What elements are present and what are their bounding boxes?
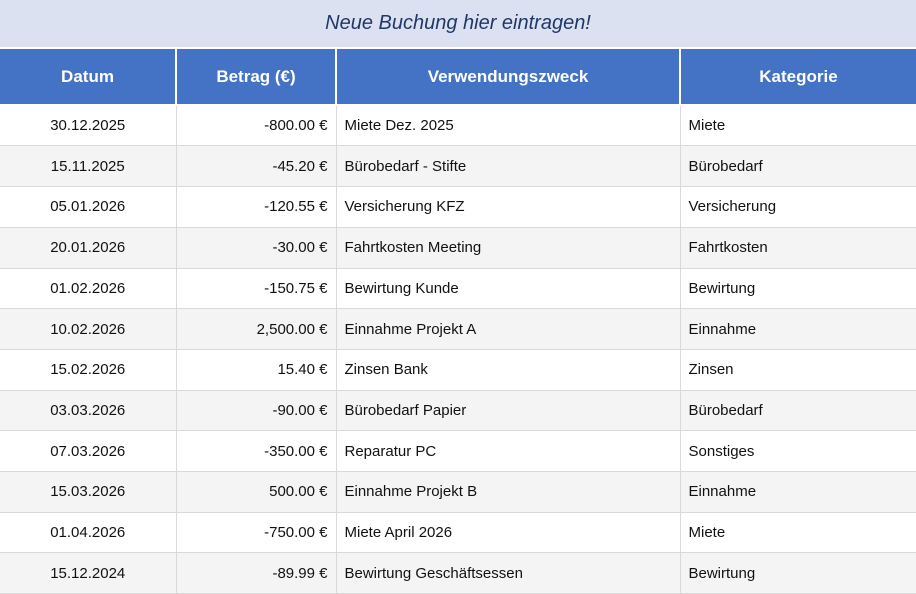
banner-label: Neue Buchung hier eintragen!	[325, 12, 591, 35]
new-entry-banner[interactable]	[0, 0, 916, 49]
cell-datum[interactable]: 07.03.2026	[0, 431, 176, 472]
cell-betrag[interactable]: -30.00 €	[176, 227, 336, 268]
cell-verwendungszweck[interactable]: Miete Dez. 2025	[336, 105, 680, 146]
table-row[interactable]	[0, 512, 916, 553]
cell-datum[interactable]: 15.03.2026	[0, 471, 176, 512]
cell-verwendungszweck[interactable]: Einnahme Projekt B	[336, 471, 680, 512]
cell-betrag[interactable]: -120.55 €	[176, 187, 336, 228]
table-row[interactable]	[0, 390, 916, 431]
table-row[interactable]	[0, 146, 916, 187]
cell-verwendungszweck[interactable]: Bewirtung Geschäftsessen	[336, 553, 680, 594]
cell-betrag[interactable]: 2,500.00 €	[176, 309, 336, 350]
cell-verwendungszweck[interactable]: Fahrtkosten Meeting	[336, 227, 680, 268]
cell-betrag[interactable]: -750.00 €	[176, 512, 336, 553]
header-row	[0, 49, 916, 105]
cell-kategorie[interactable]: Einnahme	[680, 309, 916, 350]
table-row[interactable]	[0, 105, 916, 146]
cell-betrag[interactable]: -350.00 €	[176, 431, 336, 472]
table-row[interactable]	[0, 309, 916, 350]
column-header-kategorie[interactable]: Kategorie	[680, 49, 916, 105]
cell-kategorie[interactable]: Zinsen	[680, 349, 916, 390]
cell-verwendungszweck[interactable]: Bewirtung Kunde	[336, 268, 680, 309]
bookings-table	[0, 49, 916, 594]
table-body	[0, 105, 916, 593]
table-row[interactable]	[0, 471, 916, 512]
cell-verwendungszweck[interactable]: Bürobedarf Papier	[336, 390, 680, 431]
column-header-datum[interactable]: Datum	[0, 49, 176, 105]
cell-kategorie[interactable]: Bürobedarf	[680, 146, 916, 187]
cell-betrag[interactable]: -90.00 €	[176, 390, 336, 431]
cell-datum[interactable]: 03.03.2026	[0, 390, 176, 431]
cell-verwendungszweck[interactable]: Bürobedarf - Stifte	[336, 146, 680, 187]
cell-datum[interactable]: 05.01.2026	[0, 187, 176, 228]
cell-datum[interactable]: 30.12.2025	[0, 105, 176, 146]
cell-verwendungszweck[interactable]: Miete April 2026	[336, 512, 680, 553]
cell-betrag[interactable]: -89.99 €	[176, 553, 336, 594]
cell-betrag[interactable]: -150.75 €	[176, 268, 336, 309]
cell-betrag[interactable]: -45.20 €	[176, 146, 336, 187]
cell-betrag[interactable]: 15.40 €	[176, 349, 336, 390]
cell-datum[interactable]: 01.02.2026	[0, 268, 176, 309]
cell-datum[interactable]: 20.01.2026	[0, 227, 176, 268]
cell-datum[interactable]: 15.12.2024	[0, 553, 176, 594]
cell-kategorie[interactable]: Miete	[680, 512, 916, 553]
cell-kategorie[interactable]: Fahrtkosten	[680, 227, 916, 268]
cell-verwendungszweck[interactable]: Einnahme Projekt A	[336, 309, 680, 350]
cell-kategorie[interactable]: Bewirtung	[680, 268, 916, 309]
cell-datum[interactable]: 01.04.2026	[0, 512, 176, 553]
cell-verwendungszweck[interactable]: Zinsen Bank	[336, 349, 680, 390]
cell-kategorie[interactable]: Bürobedarf	[680, 390, 916, 431]
column-header-betrag[interactable]: Betrag (€)	[176, 49, 336, 105]
cell-datum[interactable]: 15.02.2026	[0, 349, 176, 390]
table-row[interactable]	[0, 187, 916, 228]
cell-datum[interactable]: 15.11.2025	[0, 146, 176, 187]
cell-betrag[interactable]: -800.00 €	[176, 105, 336, 146]
cell-kategorie[interactable]: Sonstiges	[680, 431, 916, 472]
table-row[interactable]	[0, 268, 916, 309]
cell-verwendungszweck[interactable]: Versicherung KFZ	[336, 187, 680, 228]
cell-kategorie[interactable]: Miete	[680, 105, 916, 146]
table-row[interactable]	[0, 553, 916, 594]
table-row[interactable]	[0, 431, 916, 472]
cell-kategorie[interactable]: Versicherung	[680, 187, 916, 228]
table-header	[0, 49, 916, 105]
cell-datum[interactable]: 10.02.2026	[0, 309, 176, 350]
column-header-verwendungszweck[interactable]: Verwendungszweck	[336, 49, 680, 105]
cell-kategorie[interactable]: Bewirtung	[680, 553, 916, 594]
cell-verwendungszweck[interactable]: Reparatur PC	[336, 431, 680, 472]
table-row[interactable]	[0, 349, 916, 390]
cell-betrag[interactable]: 500.00 €	[176, 471, 336, 512]
cell-kategorie[interactable]: Einnahme	[680, 471, 916, 512]
table-row[interactable]	[0, 227, 916, 268]
